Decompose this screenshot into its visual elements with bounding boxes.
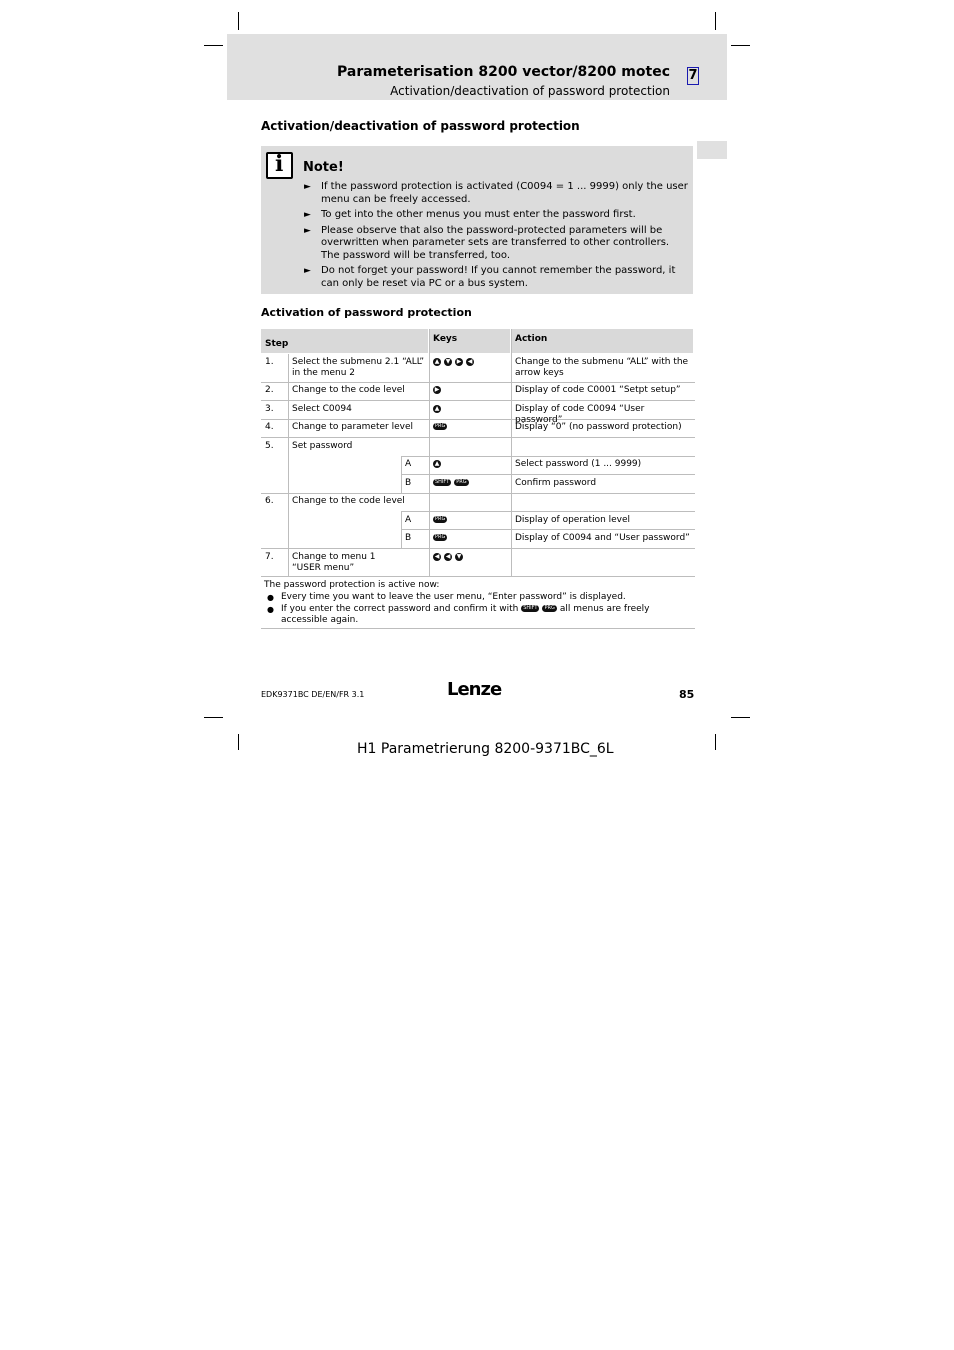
crop-mark (204, 717, 223, 718)
table-row-action: Display of operation level (515, 515, 631, 525)
arrow-bullet-icon: ► (304, 182, 311, 192)
arrow-bullet-icon: ► (304, 225, 311, 236)
prg-key-icon: PRG (435, 423, 446, 429)
table-line (401, 529, 695, 530)
arrow-left-key-icon: ◀ (467, 357, 473, 365)
table-row-keys (433, 422, 450, 433)
table-row-step: Change to the code level (292, 496, 405, 506)
table-row-keys (433, 533, 450, 544)
info-icon: i (266, 152, 293, 179)
table-line (261, 548, 695, 549)
footnote-bullet: ● If you enter the correct password and confirm it with SHIFT PRG all menus are freely accessible again. (267, 604, 650, 625)
table-line (401, 511, 695, 512)
arrow-right-key-icon: ▶ (456, 357, 462, 365)
table-line (261, 576, 695, 577)
table-row-step: Select C0094 (292, 404, 352, 414)
table-row-keys (433, 515, 450, 526)
arrow-up-key-icon: ▲ (434, 459, 440, 467)
table-line (261, 382, 695, 383)
table-row-number: 2. (265, 385, 274, 395)
footnote-bullet: ● Every time you want to leave the user menu, “Enter password” is displayed. (267, 592, 626, 602)
note-item: ► To get into the other menus you must enter the password first. (304, 209, 636, 220)
arrow-down-key-icon: ▼ (445, 357, 451, 365)
arrow-up-key-icon: ▲ (434, 357, 440, 365)
table-subrow-label: A (405, 515, 412, 525)
table-row-keys (433, 385, 444, 396)
table-row-step: Change to the code level (292, 385, 405, 395)
crop-mark (715, 12, 716, 30)
crop-mark (731, 717, 750, 718)
table-bottom-rule (261, 628, 695, 629)
note-item: ► If the password protection is activated (C0094 = 1 ... 9999) only the user menu can be freely accessed. (304, 181, 688, 205)
table-row-number: 3. (265, 404, 274, 414)
document-id: EDK9371BC DE/EN/FR 3.1 (261, 690, 365, 699)
table-subrow-label: A (405, 459, 412, 469)
brand-logo: Lenze (447, 679, 502, 700)
table-row-keys (433, 552, 466, 563)
crop-mark (204, 45, 223, 46)
table-row-keys (433, 357, 477, 368)
table-row-number: 6. (265, 496, 274, 506)
section-title: Activation/deactivation of password protection (261, 119, 580, 133)
table-row-step: Change to menu 1 “USER menu” (292, 552, 376, 573)
side-tab (697, 141, 727, 159)
page-number: 85 (679, 688, 695, 701)
prg-key-icon: PRG (435, 516, 446, 522)
table-row-number: 1. (265, 357, 274, 367)
crop-mark (238, 12, 239, 30)
table-subrow-label: B (405, 533, 412, 543)
table-row-action: Display of code C0001 “Setpt setup” (515, 385, 681, 395)
table-line (429, 329, 430, 576)
arrow-down-key-icon: ▼ (456, 552, 462, 560)
table-row-keys (433, 459, 444, 470)
page-title: Parameterisation 8200 vector/8200 motec (336, 64, 670, 80)
arrow-up-key-icon: ▲ (434, 404, 440, 412)
table-row-action: Display of C0094 and “User password” (515, 533, 690, 543)
arrow-bullet-icon: ► (304, 266, 311, 276)
table-footnote (264, 580, 694, 626)
note-title: Note! (303, 160, 344, 175)
table-row-keys (433, 478, 472, 489)
table-line (288, 354, 289, 576)
note-list (304, 181, 688, 293)
arrow-right-key-icon: ▶ (434, 385, 440, 393)
crop-mark (731, 45, 750, 46)
table-line (261, 437, 695, 438)
header-step-label: Step (265, 339, 289, 349)
prg-key-icon: PRG (456, 479, 467, 485)
table-row-step: Set password (292, 441, 353, 451)
arrow-bullet-icon: ► (304, 210, 311, 220)
crop-mark (715, 734, 716, 750)
table-line (261, 493, 695, 494)
crop-mark (238, 734, 239, 750)
footnote-intro: The password protection is active now: (264, 580, 440, 590)
table-row-action: Select password (1 ... 9999) (515, 459, 642, 469)
note-item: ► Please observe that also the password-protected parameters will be overwritten when parameter sets are transferred to other controllers. The password will be transferred, too. (304, 224, 670, 261)
subsection-title: Activation of password protection (261, 306, 472, 319)
table-row-step: Select the submenu 2.1 “ALL” in the menu 2 (292, 357, 425, 378)
note-item: ► Do not forget your password! If you cannot remember the password, it can only be reset via PC or a bus system. (304, 265, 676, 289)
prg-key-icon: PRG (435, 534, 446, 540)
table-line (401, 474, 695, 475)
page-subtitle: Activation/deactivation of password protection (390, 84, 670, 98)
arrow-left-key-icon: ◀ (445, 552, 451, 560)
table-row-action: Display “0” (no password protection) (515, 422, 682, 432)
bullet-dot-icon: ● (267, 605, 274, 614)
table-row-action: Display of code C0094 “User password” (515, 404, 645, 425)
table-row-keys (433, 404, 444, 415)
table-row-action: Confirm password (515, 478, 597, 488)
table-row-step: Change to parameter level (292, 422, 413, 432)
document-caption: H1 Parametrierung 8200-9371BC_6L (357, 741, 614, 757)
header-action-label: Action (515, 334, 548, 344)
table-row-action: Change to the submenu “ALL” with the arrow keys (515, 357, 689, 378)
table-line (511, 329, 512, 576)
prg-key-icon: PRG (544, 605, 555, 611)
header-keys-label: Keys (433, 334, 458, 344)
shift-key-icon: SHIFT (435, 479, 450, 485)
table-line (261, 400, 695, 401)
table-subrow-label: B (405, 478, 412, 488)
table-row-number: 5. (265, 441, 274, 451)
shift-key-icon: SHIFT (523, 605, 538, 611)
table-row-number: 7. (265, 552, 274, 562)
chapter-badge: 7 (688, 68, 698, 83)
table-row-number: 4. (265, 422, 274, 432)
arrow-left-key-icon: ◀ (434, 552, 440, 560)
bullet-dot-icon: ● (267, 593, 274, 602)
table-line (401, 456, 695, 457)
